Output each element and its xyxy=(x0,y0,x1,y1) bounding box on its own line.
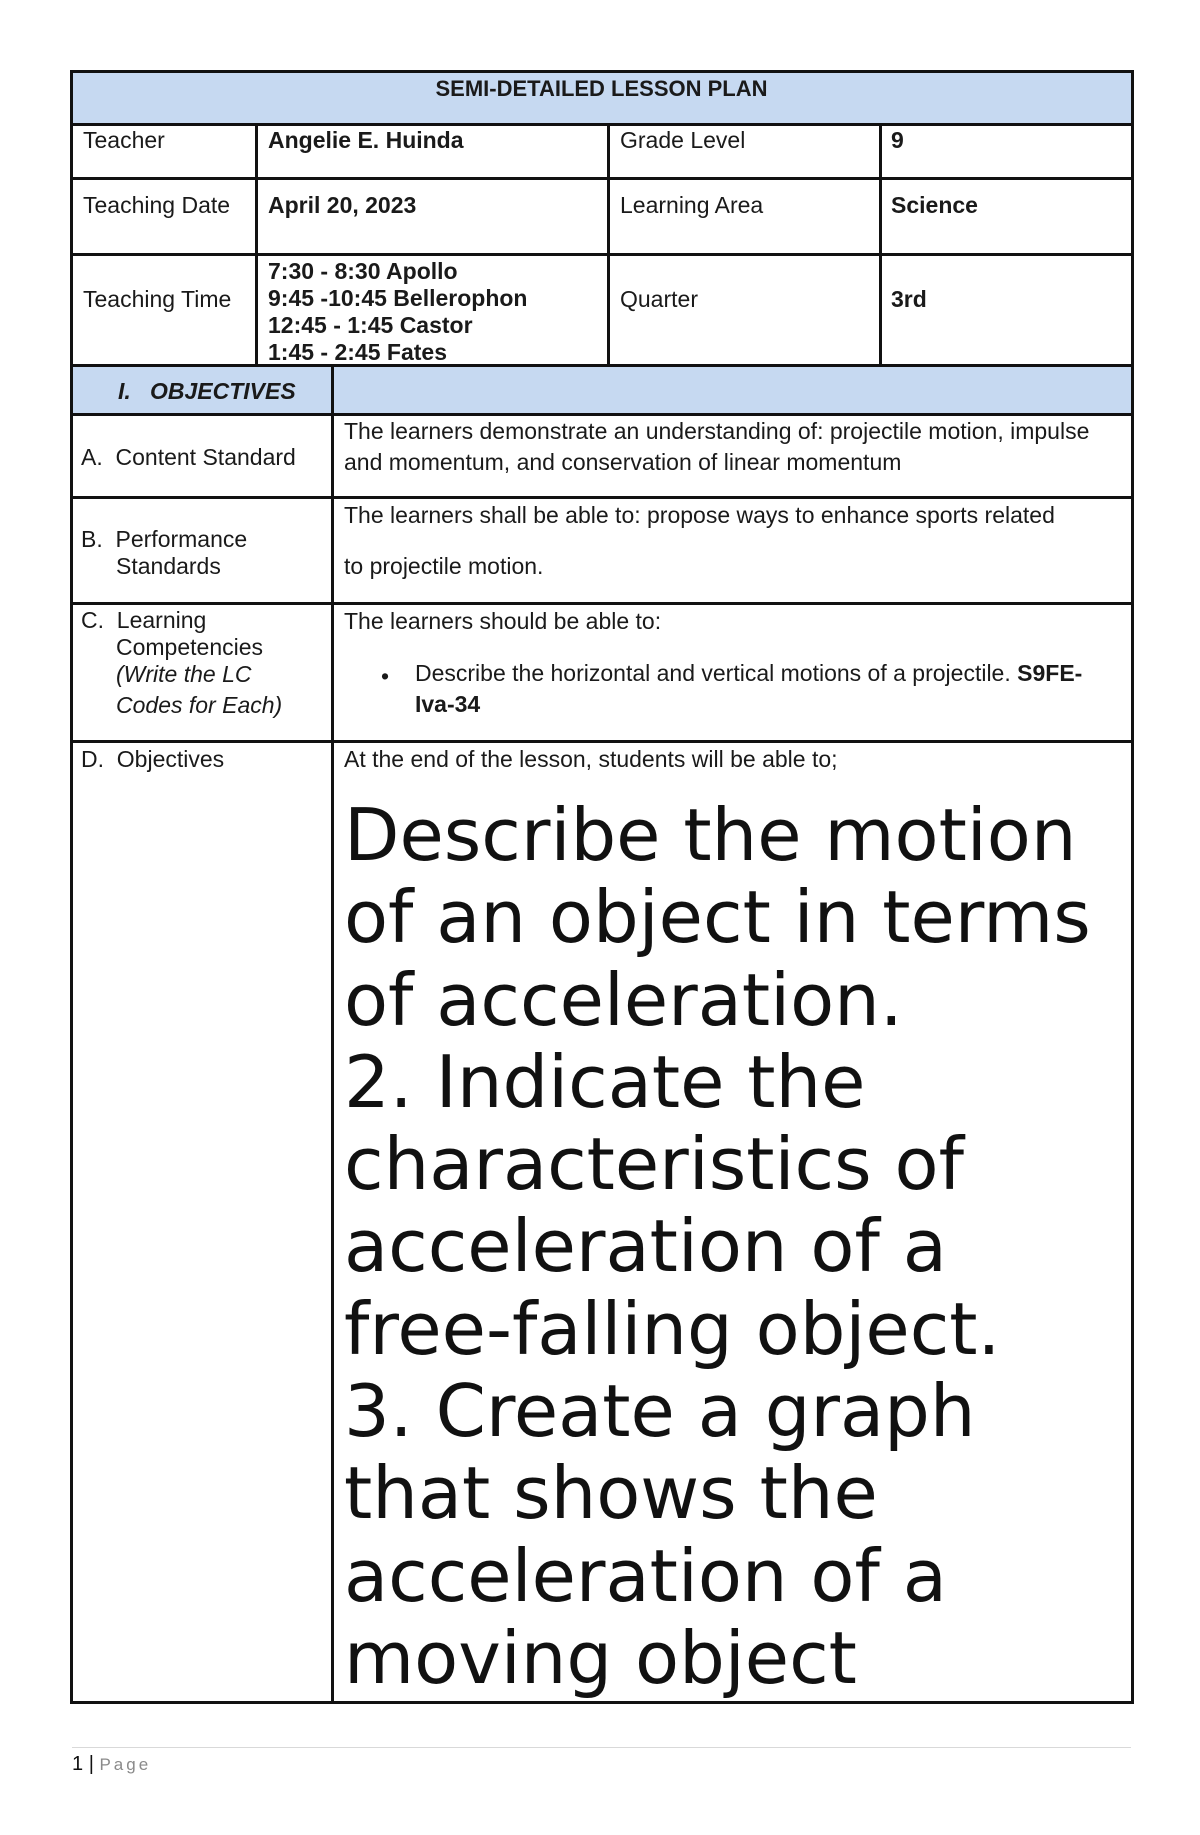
objectives-heading: I. OBJECTIVES xyxy=(118,378,296,404)
teaching-time-line: 9:45 -10:45 Bellerophon xyxy=(268,285,528,311)
row-divider xyxy=(72,740,1131,743)
objectives-list xyxy=(344,794,1114,1699)
row-divider xyxy=(72,253,1131,256)
bullet-icon: • xyxy=(381,663,390,689)
content-standard-text: and momentum, and conservation of linear momentum xyxy=(344,449,902,475)
quarter-label: Quarter xyxy=(620,286,698,312)
teacher-value: Angelie E. Huinda xyxy=(268,127,464,153)
competency-text: Describe the horizontal and vertical motions of a projectile. xyxy=(415,660,1011,686)
objectives-row-label: D. Objectives xyxy=(81,746,225,772)
column-divider xyxy=(879,123,882,365)
page-separator: | xyxy=(88,1753,94,1775)
column-divider xyxy=(607,123,610,365)
grade-level-label: Grade Level xyxy=(620,127,746,153)
page-footer xyxy=(72,1753,151,1776)
quarter-value: 3rd xyxy=(891,286,927,312)
objective-line: of acceleration. xyxy=(344,957,903,1042)
page-title: SEMI-DETAILED LESSON PLAN xyxy=(435,76,768,101)
competency-code: S9FE- xyxy=(1017,660,1083,686)
performance-standards-text: The learners shall be able to: propose ways to enhance sports related xyxy=(344,502,1055,528)
objective-line: that shows the xyxy=(344,1451,878,1536)
row-divider xyxy=(72,364,1131,367)
objective-line: characteristics of xyxy=(344,1122,964,1207)
learning-competencies-note: Codes for Each) xyxy=(116,692,283,718)
objective-line: Describe the motion xyxy=(344,793,1077,877)
teaching-date-label: Teaching Date xyxy=(83,192,231,218)
objective-line: of an object in terms xyxy=(344,875,1091,960)
row-divider xyxy=(72,123,1131,126)
learning-area-value: Science xyxy=(891,192,978,218)
column-divider xyxy=(331,364,334,1702)
learning-competency-item xyxy=(415,660,1082,687)
objective-line: acceleration of a xyxy=(344,1533,947,1618)
objective-line: 2. Indicate the xyxy=(344,1039,866,1124)
learning-area-label: Learning Area xyxy=(620,192,764,218)
row-divider xyxy=(72,602,1131,605)
page-number: 1 xyxy=(72,1753,84,1775)
objective-line: acceleration of a xyxy=(344,1204,947,1289)
page-label: Page xyxy=(99,1755,152,1774)
content-standard-label: A. Content Standard xyxy=(81,444,296,470)
teaching-time-line: 12:45 - 1:45 Castor xyxy=(268,312,473,338)
objective-line: 3. Create a graph xyxy=(344,1369,976,1454)
objectives-intro: At the end of the lesson, students will be able to; xyxy=(344,746,838,772)
competency-code: Iva-34 xyxy=(415,691,481,717)
learning-competencies-label: Competencies xyxy=(116,634,264,660)
performance-standards-label: Standards xyxy=(116,553,221,579)
row-divider xyxy=(72,177,1131,180)
performance-standards-label: B. Performance xyxy=(81,526,248,552)
column-divider xyxy=(255,123,258,365)
teaching-time-line: 1:45 - 2:45 Fates xyxy=(268,339,447,365)
grade-level-value: 9 xyxy=(891,127,904,153)
learning-competencies-label: C. Learning xyxy=(81,607,207,633)
teaching-time-label: Teaching Time xyxy=(83,286,232,312)
objective-line: moving object xyxy=(344,1615,857,1700)
content-standard-text: The learners demonstrate an understanding of: projectile motion, impulse xyxy=(344,418,1090,444)
teaching-date-value: April 20, 2023 xyxy=(268,192,417,218)
learning-competencies-note: (Write the LC xyxy=(116,661,252,687)
row-divider xyxy=(72,496,1131,499)
teacher-label: Teacher xyxy=(83,127,165,153)
objective-line: free-falling object. xyxy=(344,1286,1001,1371)
row-divider xyxy=(72,413,1131,416)
footer-divider xyxy=(72,1747,1131,1748)
teaching-time-line: 7:30 - 8:30 Apollo xyxy=(268,258,458,284)
performance-standards-text: to projectile motion. xyxy=(344,553,544,579)
learning-competencies-intro: The learners should be able to: xyxy=(344,608,662,634)
